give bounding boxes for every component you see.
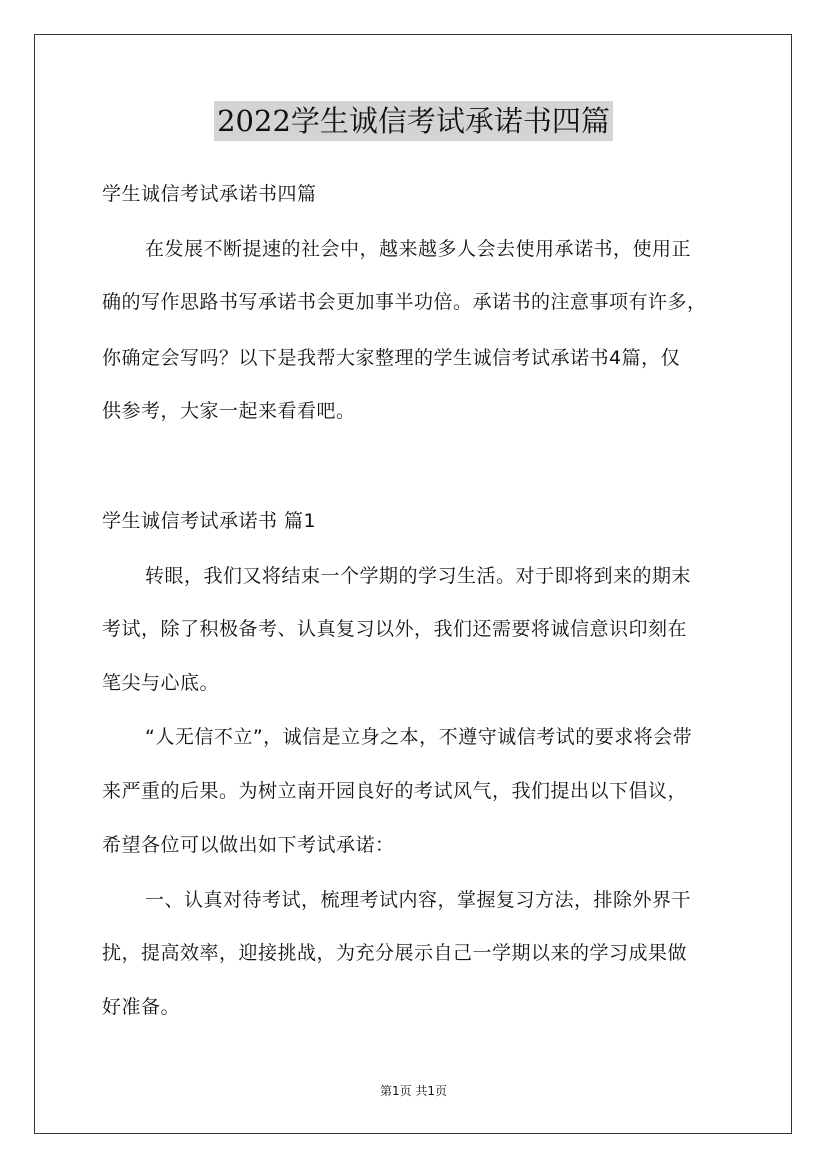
subtitle: 学生诚信考试承诺书四篇 (102, 183, 317, 205)
page-number-footer: 第1页 共1页 (379, 1084, 448, 1098)
paragraph-line: 扰，提高效率，迎接挑战，为充分展示自己一学期以来的学习成果做 (102, 942, 688, 964)
paragraph-line: 来严重的后果。为树立南开园良好的考试风气，我们提出以下倡议， (102, 780, 688, 802)
document-title: 2022学生诚信考试承诺书四篇 (214, 101, 613, 141)
paragraph-line: 笔尖与心底。 (102, 672, 220, 694)
paragraph-line: 转眼，我们又将结束一个学期的学习生活。对于即将到来的期末 (145, 565, 692, 587)
title-container (0, 101, 827, 141)
paragraph-line: “人无信不立”，诚信是立身之本，不遵守诚信考试的要求将会带 (145, 726, 693, 748)
paragraph-line: 希望各位可以做出如下考试承诺： (102, 834, 395, 856)
paragraph-line: 一、认真对待考试，梳理考试内容，掌握复习方法，排除外界干 (145, 889, 692, 911)
paragraph-line: 在发展不断提速的社会中，越来越多人会去使用承诺书，使用正 (145, 238, 692, 260)
paragraph-line: 考试，除了积极备考、认真复习以外，我们还需要将诚信意识印刻在 (102, 618, 688, 640)
paragraph-line: 好准备。 (102, 996, 181, 1018)
paragraph-line: 你确定会写吗？以下是我帮大家整理的学生诚信考试承诺书4篇，仅 (102, 347, 681, 369)
paragraph-line: 供参考，大家一起来看看吧。 (102, 400, 356, 422)
paragraph-line: 确的写作思路书写承诺书会更加事半功倍。承诺书的注意事项有许多， (102, 291, 707, 313)
section-heading: 学生诚信考试承诺书 篇1 (102, 510, 317, 532)
